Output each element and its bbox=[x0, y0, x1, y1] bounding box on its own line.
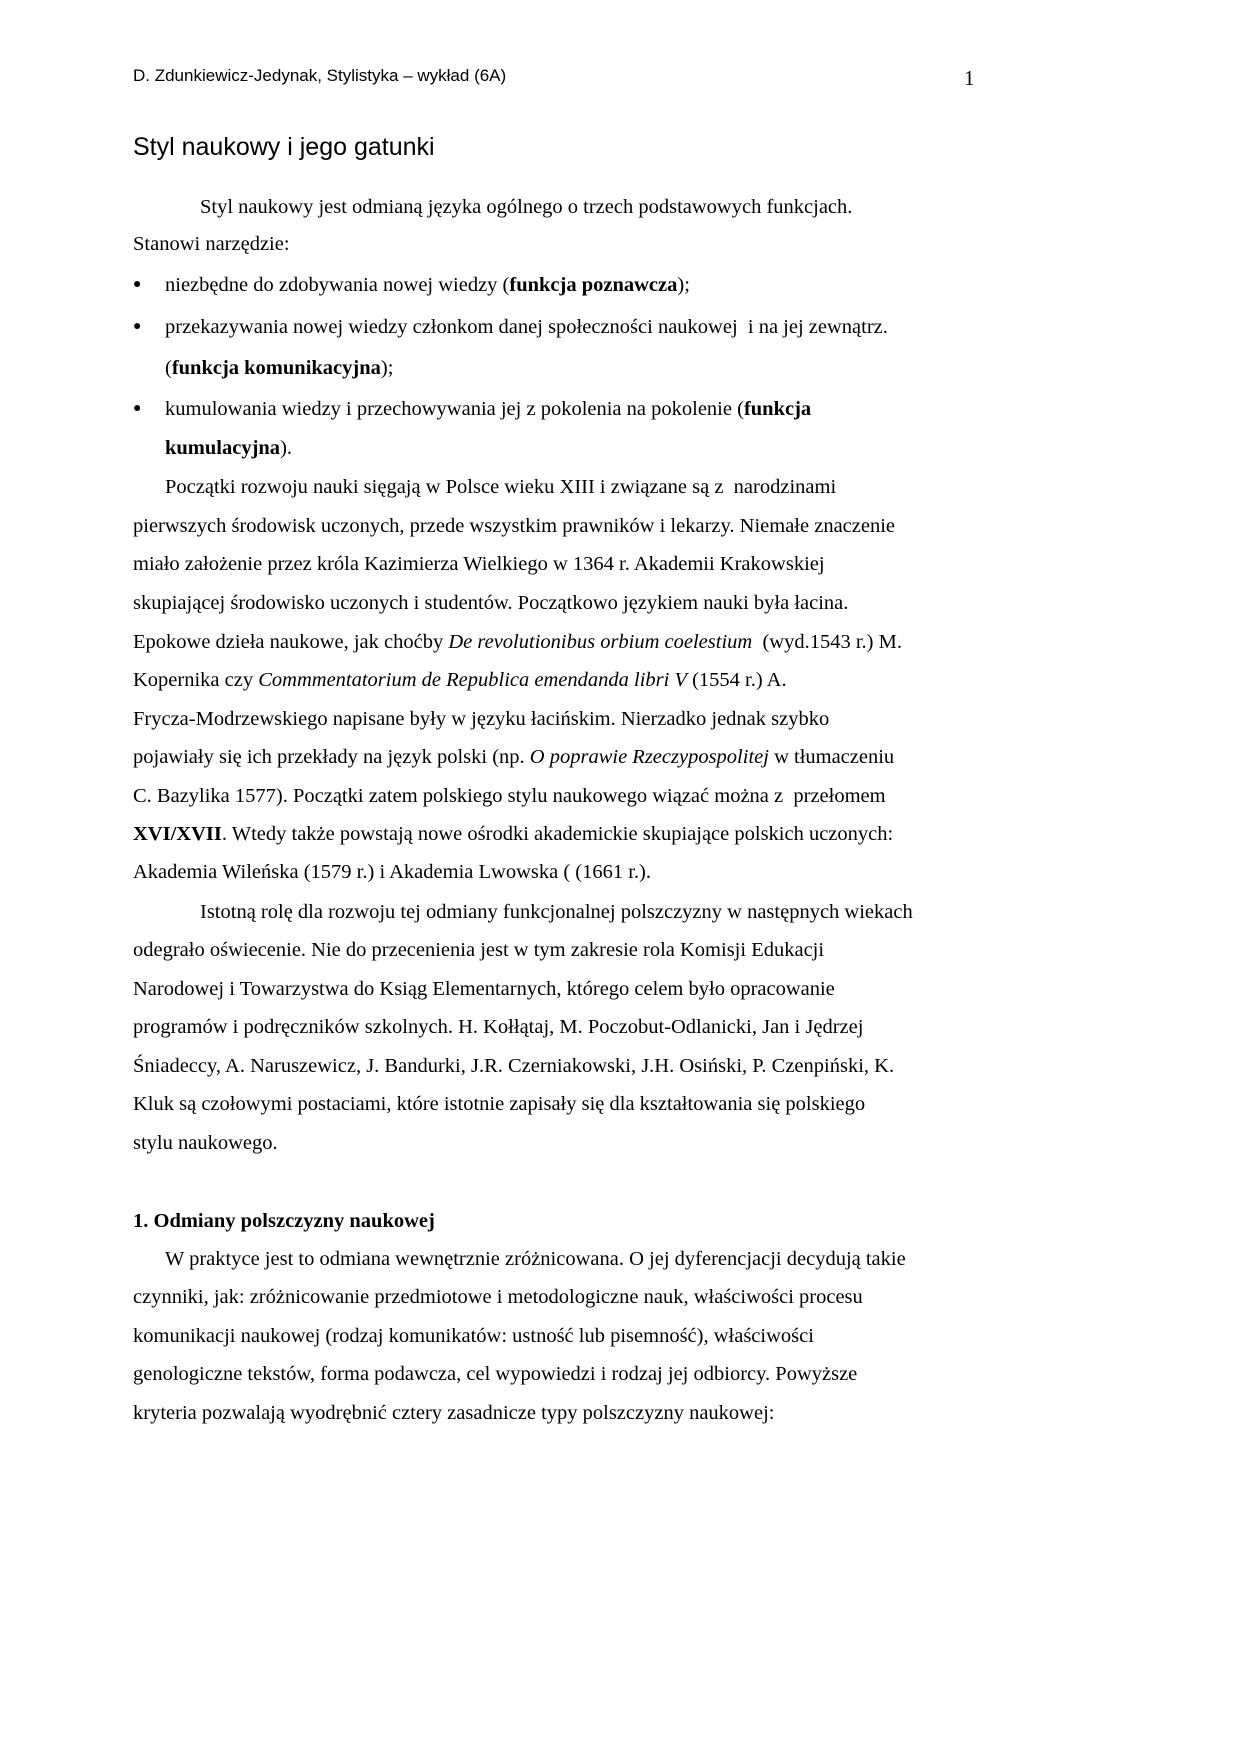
text-run: stylu naukowego. bbox=[133, 1132, 278, 1154]
text-run: ). bbox=[280, 437, 293, 459]
text-line bbox=[133, 1355, 857, 1393]
text-run: ( bbox=[165, 357, 172, 379]
text-run: genologiczne tekstów, forma podawcza, cel wypowiedzi i rodzaj jej odbiorcy. Powyższe bbox=[133, 1363, 858, 1385]
text-line bbox=[133, 853, 651, 891]
text-run: czynniki, jak: zróżnicowanie przedmiotowe i metodologiczne nauk, właściwości procesu bbox=[133, 1286, 863, 1308]
text-run: ); bbox=[380, 357, 394, 379]
text-run: miało założenie przez króla Kazimierza Wielkiego w 1364 r. Akademii Krakowskiej bbox=[133, 553, 825, 575]
text-line bbox=[133, 225, 290, 263]
text-run: pojawiały się ich przekłady na język polski (np. bbox=[133, 746, 530, 768]
text-line bbox=[133, 1124, 278, 1162]
text-line bbox=[133, 1394, 774, 1432]
text-line bbox=[133, 970, 835, 1008]
bold-text: kumulacyjna bbox=[165, 437, 281, 459]
bold-text: funkcja komunikacyjna bbox=[171, 357, 381, 379]
text-run: skupiającej środowisko uczonych i studentów. Początkowo językiem nauki była łacina. bbox=[133, 592, 849, 614]
text-line bbox=[133, 700, 829, 738]
text-run: Śniadeccy, A. Naruszewicz, J. Bandurki, J.R. Czerniakowski, J.H. Osiński, P. Czenpiński, K. bbox=[133, 1055, 895, 1077]
text-line bbox=[133, 1047, 894, 1085]
text-run: ); bbox=[677, 274, 690, 296]
text-line bbox=[165, 266, 690, 304]
text-run: Istotną rolę dla rozwoju tej odmiany funkcjonalnej polszczyzny w następnych wiekach bbox=[200, 901, 913, 923]
text-run: przekazywania nowej wiedzy członkom danej społeczności naukowej i na jej zewnątrz. bbox=[165, 316, 888, 338]
bullet-icon: ● bbox=[133, 277, 142, 292]
text-run: W praktyce jest to odmiana wewnętrznie zróżnicowana. O jej dyferencjacji decydują takie bbox=[165, 1248, 906, 1270]
bold-text: 1. Odmiany polszczyzny naukowej bbox=[133, 1210, 435, 1232]
text-line bbox=[200, 188, 852, 226]
text-run: programów i podręczników szkolnych. H. Kołłątaj, M. Poczobut-Odlanicki, Jan i Jędrzej bbox=[133, 1016, 864, 1038]
text-line bbox=[133, 777, 886, 815]
text-line bbox=[133, 1085, 865, 1123]
text-run: Stanowi narzędzie: bbox=[133, 233, 290, 255]
text-line bbox=[133, 507, 895, 545]
text-line bbox=[165, 468, 836, 506]
text-line bbox=[165, 429, 292, 467]
text-run: w tłumaczeniu bbox=[768, 746, 895, 768]
text-run: Narodowej i Towarzystwa do Ksiąg Elementarnych, którego celem było opracowanie bbox=[133, 978, 835, 1000]
text-line bbox=[133, 1008, 863, 1046]
text-line bbox=[165, 349, 393, 387]
italic-text: O poprawie Rzeczypospolitej bbox=[529, 746, 769, 768]
text-run: Frycza-Modrzewskiego napisane były w języku łacińskim. Nierzadko jednak szybko bbox=[133, 708, 830, 730]
text-run: Kluk są czołowymi postaciami, które istotnie zapisały się dla kształtowania się polskiego bbox=[133, 1093, 866, 1115]
text-run: kumulowania wiedzy i przechowywania jej z pokolenia na pokolenie ( bbox=[165, 398, 744, 420]
bullet-icon: ● bbox=[133, 319, 142, 334]
text-line bbox=[165, 1240, 906, 1278]
running-header: D. Zdunkiewicz-Jedynak, Stylistyka – wykład (6A) bbox=[133, 66, 507, 85]
text-line bbox=[133, 545, 825, 583]
text-line bbox=[133, 738, 894, 776]
section-heading bbox=[133, 1202, 435, 1240]
text-line bbox=[133, 815, 893, 853]
text-run: pierwszych środowisk uczonych, przede wszystkim prawników i lekarzy. Niemałe znaczenie bbox=[133, 515, 896, 537]
text-run: Kopernika czy bbox=[133, 669, 259, 691]
text-run: niezbędne do zdobywania nowej wiedzy ( bbox=[165, 274, 510, 296]
text-run: (wyd.1543 r.) M. bbox=[752, 631, 902, 653]
bullet-icon: ● bbox=[133, 401, 142, 416]
text-run: Akademia Wileńska (1579 r.) i Akademia Lwowska ( (1661 r.). bbox=[133, 861, 652, 883]
italic-text: De revolutionibus orbium coelestium bbox=[448, 631, 753, 653]
text-run: (1554 r.) A. bbox=[686, 669, 787, 691]
text-run: komunikacji naukowej (rodzaj komunikatów: ustność lub pisemność), właściwości bbox=[133, 1325, 814, 1347]
italic-text: Commmentatorium de Republica emendanda libri V bbox=[258, 669, 687, 691]
document-title: Styl naukowy i jego gatunki bbox=[133, 133, 435, 161]
text-run: C. Bazylika 1577). Początki zatem polskiego stylu naukowego wiązać można z przełomem bbox=[133, 785, 886, 807]
text-run: Początki rozwoju nauki sięgają w Polsce wieku XIII i związane są z narodzinami bbox=[165, 476, 837, 498]
text-run: . Wtedy także powstają nowe ośrodki akademickie skupiające polskich uczonych: bbox=[221, 823, 894, 845]
page-number: 1 bbox=[964, 66, 975, 90]
text-line bbox=[200, 893, 913, 931]
bold-text: funkcja bbox=[743, 398, 812, 420]
text-line bbox=[133, 661, 787, 699]
text-line bbox=[133, 623, 902, 661]
text-line bbox=[133, 1317, 814, 1355]
text-run: kryteria pozwalają wyodrębnić cztery zasadnicze typy polszczyzny naukowej: bbox=[133, 1402, 775, 1424]
text-run: odegrało oświecenie. Nie do przecenienia jest w tym zakresie rola Komisji Edukacji bbox=[133, 939, 825, 961]
bold-text: XVI/XVII bbox=[133, 823, 222, 845]
text-run: Epokowe dzieła naukowe, jak choćby bbox=[133, 631, 449, 653]
text-line bbox=[133, 931, 824, 969]
text-line bbox=[133, 1278, 863, 1316]
text-line bbox=[165, 390, 811, 428]
bold-text: funkcja poznawcza bbox=[509, 274, 678, 296]
text-line bbox=[165, 308, 888, 346]
text-line bbox=[133, 584, 848, 622]
text-run: Styl naukowy jest odmianą języka ogólnego o trzech podstawowych funkcjach. bbox=[200, 196, 853, 218]
